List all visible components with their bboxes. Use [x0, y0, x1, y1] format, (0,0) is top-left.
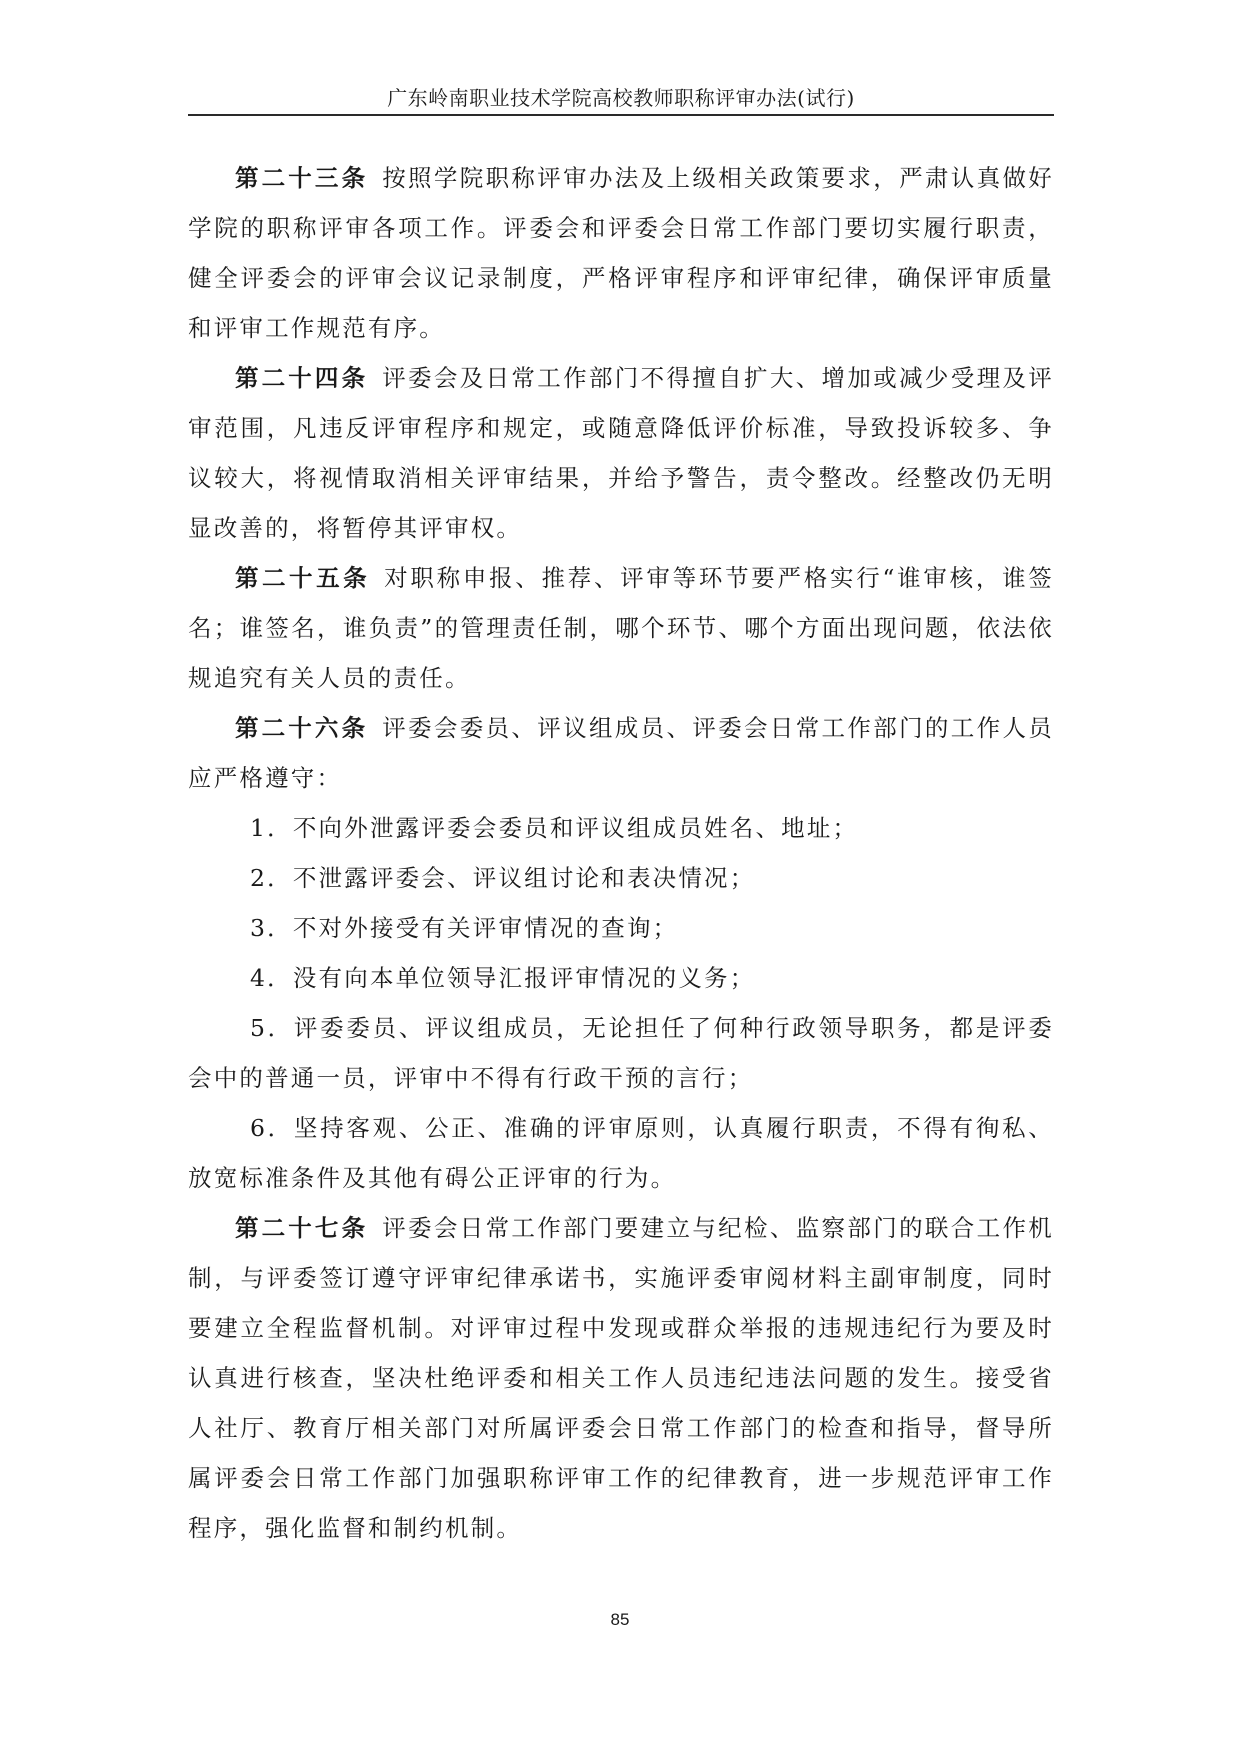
article-text: 对职称申报、推荐、评审等环节要严格实行“谁审核，谁签名；谁签名，谁负责”的管理责任制，哪个环节、哪个方面出现问题，依法依规追究有关人员的责任。 [188, 564, 1055, 692]
article-label: 第二十七条 [235, 1214, 369, 1242]
header-rule [188, 114, 1054, 116]
list-item: 6．坚持客观、公正、准确的评审原则，认真履行职责，不得有徇私、放宽标准条件及其他有碍公正评审的行为。 [188, 1114, 1054, 1192]
article-text: 评委会及日常工作部门不得擅自扩大、增加或减少受理及评审范围，凡违反评审程序和规定，或随意降低评价标准，导致投诉较多、争议较大，将视情取消相关评审结果，并给予警告，责令整改。经整改仍无明显改善的，将暂停其评审权。 [188, 364, 1054, 542]
article-25 [188, 553, 1054, 703]
running-header: 广东岭南职业技术学院高校教师职称评审办法(试行) [387, 86, 855, 110]
list-item: 2．不泄露评委会、评议组讨论和表决情况； [250, 864, 756, 892]
article-text: 评委会委员、评议组成员、评委会日常工作部门的工作人员应严格遵守： [188, 714, 1054, 792]
article-label: 第二十六条 [235, 714, 369, 742]
article-26 [188, 703, 1054, 803]
article-text: 按照学院职称评审办法及上级相关政策要求，严肃认真做好学院的职称评审各项工作。评委会和评委会日常工作部门要切实履行职责，健全评委会的评审会议记录制度，严格评审程序和评审纪律，确保评审质量和评审工作规范有序。 [188, 164, 1054, 342]
document-body [188, 153, 1054, 1553]
list-item: 5．评委委员、评议组成员，无论担任了何种行政领导职务，都是评委会中的普通一员，评审中不得有行政干预的言行； [188, 1014, 1054, 1092]
article-label: 第二十三条 [235, 164, 369, 192]
page-number: 85 [610, 1610, 630, 1629]
article-27 [188, 1203, 1054, 1553]
list-item: 3．不对外接受有关评审情况的查询； [250, 914, 679, 942]
article-label: 第二十五条 [235, 564, 371, 592]
article-text: 评委会日常工作部门要建立与纪检、监察部门的联合工作机制，与评委签订遵守评审纪律承诺书，实施评委审阅材料主副审制度，同时要建立全程监督机制。对评审过程中发现或群众举报的违规违纪行为要及时认真进行核查，坚决杜绝评委和相关工作人员违纪违法问题的发生。接受省人社厅、教育厅相关部门对所属评委会日常工作部门的检查和指导，督导所属评委会日常工作部门加强职称评审工作的纪律教育，进一步规范评审工作程序，强化监督和制约机制。 [188, 1214, 1054, 1542]
list-item: 4．没有向本单位领导汇报评审情况的义务； [250, 964, 756, 992]
article-label: 第二十四条 [235, 364, 369, 392]
article-23 [188, 153, 1054, 353]
list-item: 1．不向外泄露评委会委员和评议组成员姓名、地址； [250, 814, 859, 842]
article-24 [188, 353, 1054, 553]
